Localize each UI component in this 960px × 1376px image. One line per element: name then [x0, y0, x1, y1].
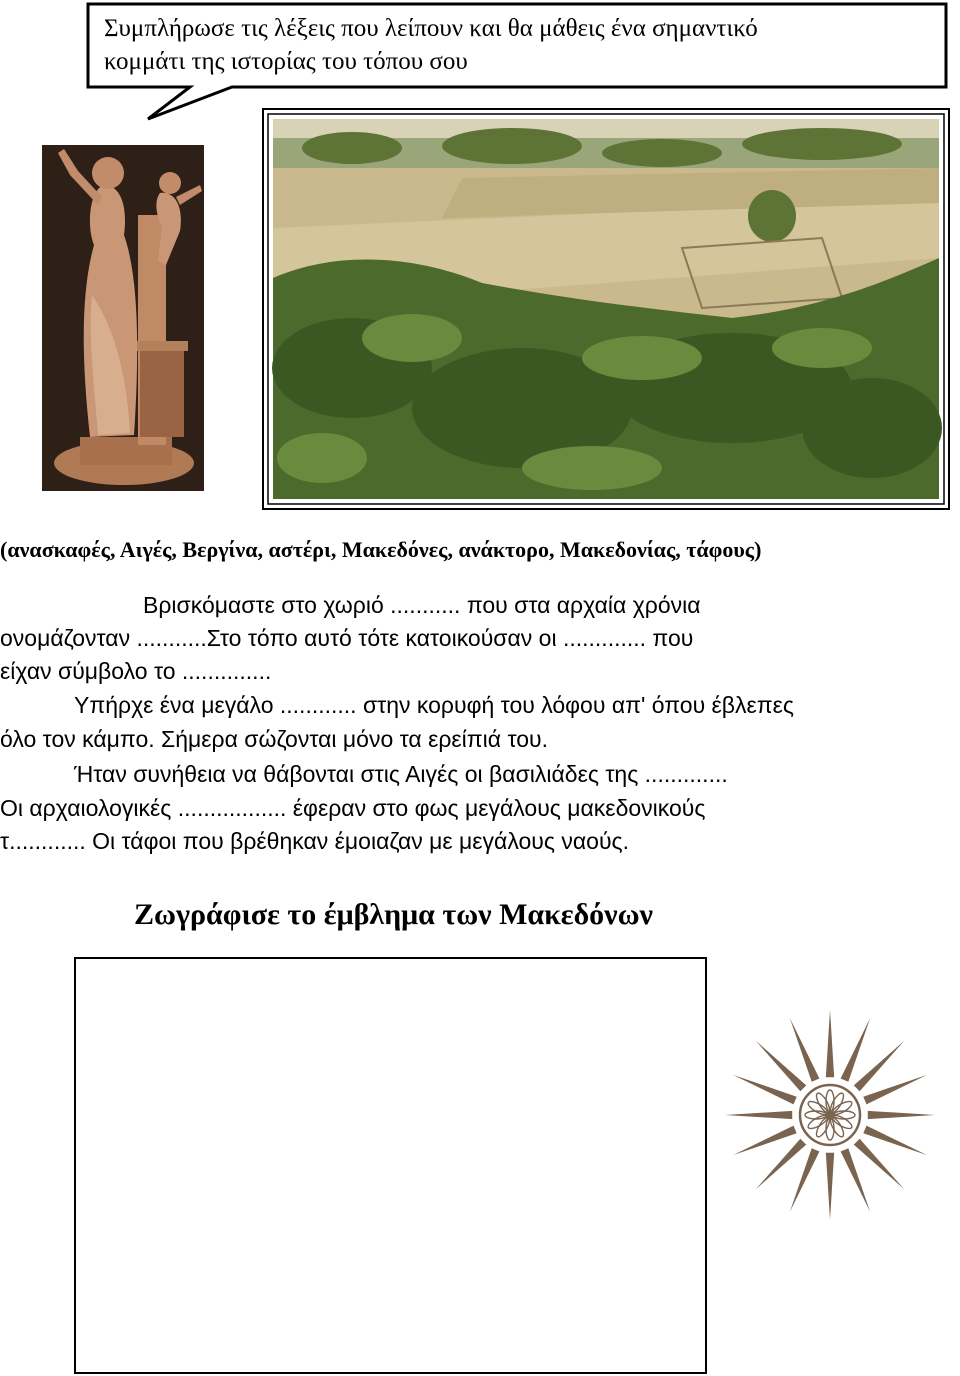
sun-ray — [854, 1041, 904, 1091]
sun-ray — [725, 1111, 792, 1119]
sun-ray — [756, 1041, 806, 1091]
paragraph-line-2: ονομάζονταν ...........Στο τόπο αυτό τότε κατοικούσαν οι ............. που — [0, 625, 694, 651]
sun-ray — [826, 1010, 834, 1077]
instruction-line-1: Συμπλήρωσε τις λέξεις που λείπουν και θα μάθεις ένα σημαντικό — [104, 15, 758, 42]
vergina-sun-icon — [720, 985, 940, 1260]
paragraph-line-8: τ............ Οι τάφοι που βρέθηκαν έμοιαζαν με μεγάλους ναούς. — [0, 828, 629, 854]
instruction-text — [104, 12, 934, 78]
sun-ray — [863, 1075, 927, 1105]
drawing-heading: Ζωγράφισε το έμβλημα των Μακεδόνων — [134, 898, 653, 931]
sun-ray — [841, 1018, 871, 1082]
sun-ray — [756, 1139, 806, 1189]
sun-ray — [733, 1126, 797, 1156]
paragraph-line-5: όλο τον κάμπο. Σήμερα σώζονται μόνο τα ερείπιά του. — [0, 726, 548, 752]
drawing-area[interactable] — [74, 957, 707, 1374]
word-bank: (ανασκαφές, Αιγές, Βεργίνα, αστέρι, Μακεδόνες, ανάκτορο, Μακεδονίας, τάφους) — [0, 537, 762, 562]
sun-ray — [863, 1126, 927, 1156]
paragraph-line-7: Οι αρχαιολογικές ................. έφεραν στο φως μεγάλους μακεδονικούς — [0, 795, 706, 821]
sun-ray — [841, 1148, 871, 1212]
sun-ray — [733, 1075, 797, 1105]
statue-image — [42, 145, 204, 491]
sun-ray — [868, 1111, 935, 1119]
sun-ray — [826, 1153, 834, 1220]
paragraph-line-6: Ήταν συνήθεια να θάβονται στις Αιγές οι βασιλιάδες της ............. — [74, 761, 728, 787]
instruction-line-2: κομμάτι της ιστορίας του τόπου σου — [104, 48, 468, 75]
paragraph-line-3: είχαν σύμβολο το .............. — [0, 658, 272, 684]
sun-ray — [790, 1148, 820, 1212]
sun-center — [827, 1112, 834, 1119]
sun-ray — [790, 1018, 820, 1082]
paragraph-line-4: Υπήρχε ένα μεγάλο ............ στην κορυφή του λόφου απ' όπου έβλεπες — [74, 692, 794, 718]
paragraph-line-1: Βρισκόμαστε στο χωριό ........... που στα αρχαία χρόνια — [143, 592, 701, 618]
landscape-photo — [262, 108, 950, 510]
sun-ray — [854, 1139, 904, 1189]
